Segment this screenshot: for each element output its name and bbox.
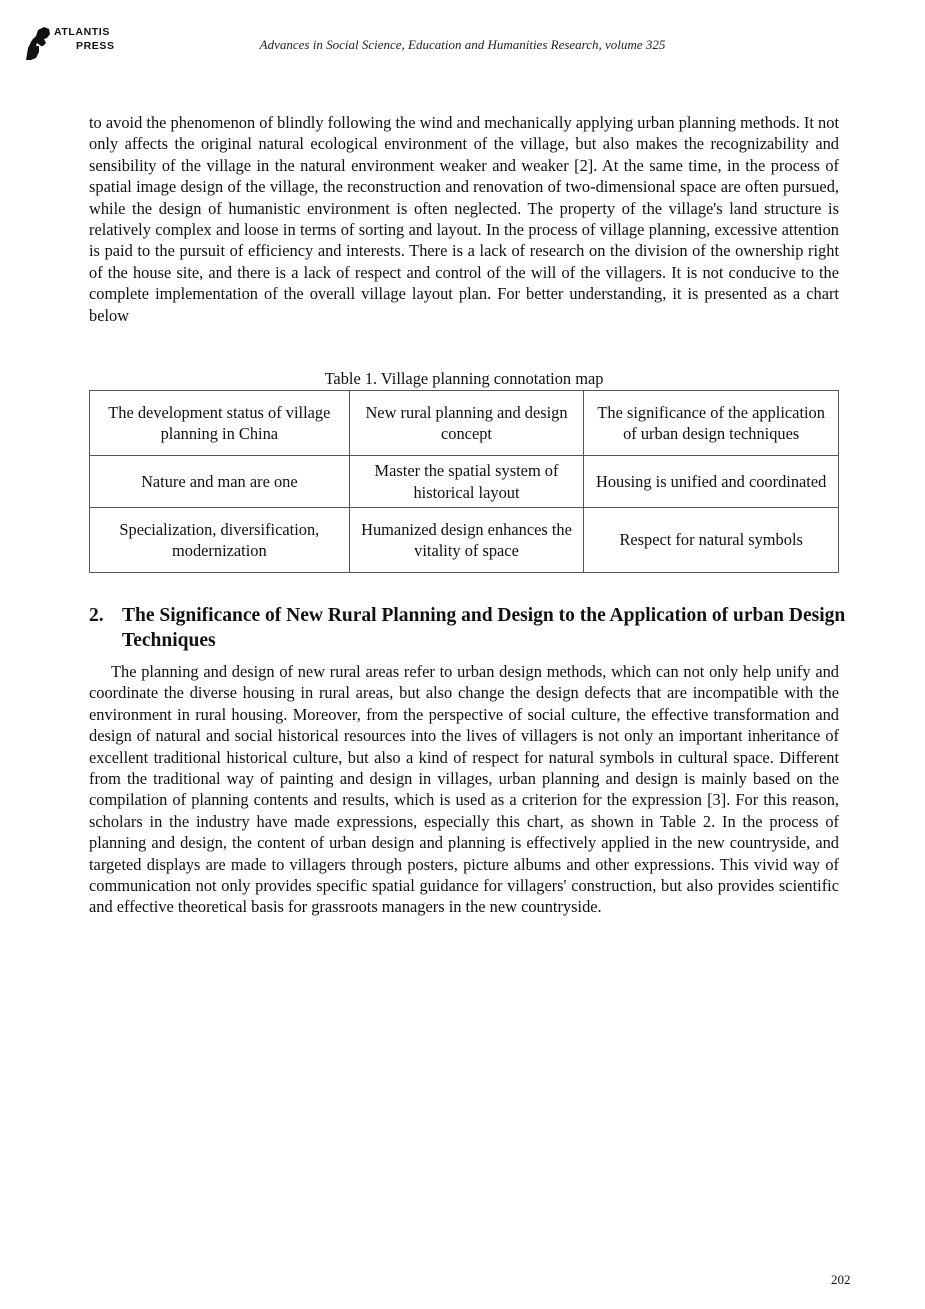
running-head: Advances in Social Science, Education and Humanities Research, volume 325 [259,37,666,52]
table-row [90,391,839,456]
logo-line-1: ATLANTIS [54,26,110,38]
table-cell: New rural planning and design concept [349,391,584,456]
table-row [90,508,839,573]
table-caption: Table 1. Village planning connotation map [324,369,604,388]
table-row [90,456,839,508]
section-number: 2. [89,605,104,626]
logo-line-2: PRESS [76,40,115,52]
table-cell: Housing is unified and coordinated [584,456,839,508]
table-cell: Respect for natural symbols [584,508,839,573]
table-cell: Master the spatial system of historical layout [349,456,584,508]
table-cell: The development status of village planning in China [90,391,350,456]
section-heading [89,603,849,653]
table-cell: Specialization, diversification, modernization [90,508,350,573]
village-planning-table [89,390,839,573]
section-title: The Significance of New Rural Planning and Design to the Application of urban Design Techniques [122,605,846,651]
body-paragraph-2: The planning and design of new rural areas refer to urban design methods, which can not only help unify and coordinate the diverse housing in rural areas, but also change the design defects that are incompatible with the environment in rural housing. Moreover, from the perspective of social culture, the effective transformation and design of natural and social historical resources into the lives of villagers is not only an important inheritance of excellent traditional historical culture, but also a kind of respect for natural symbols in cultural space. Different from the traditional way of painting and design in villages, urban planning and design is mainly based on the compilation of planning contents and results, which is used as a criterion for the expression [3]. For this reason, scholars in the industry have made expressions, especially this chart, as shown in Table 2. In the process of planning and design, the content of urban design and planning is effectively applied in the new countryside, and targeted displays are made to villagers through posters, picture albums and other expressions. This vivid way of communication not only provides specific spatial guidance for villagers' construction, but also provides scientific and effective theoretical basis for grassroots managers in the new countryside. [89,662,839,917]
table-cell: Humanized design enhances the vitality of space [349,508,584,573]
table-cell: Nature and man are one [90,456,350,508]
table-cell: The significance of the application of urban design techniques [584,391,839,456]
body-paragraph-1: to avoid the phenomenon of blindly following the wind and mechanically applying urban planning methods. It not only affects the original natural ecological environment of the village, but also makes the recognizability and sensibility of the village in the natural environment weaker and weaker [2]. At the same time, in the process of spatial image design of the village, the reconstruction and renovation of two-dimensional space are often pursued, while the design of humanistic environment is often neglected. The property of the village's land structure is relatively complex and loose in terms of sorting and layout. In the process of village planning, excessive attention is paid to the pursuit of efficiency and interests. There is a lack of research on the division of the ownership right of the house site, and there is a lack of respect and control of the will of the villagers. It is not conducive to the complete implementation of the overall village layout plan. For better understanding, it is presented as a chart below [89,113,839,325]
page-number: 202 [831,1272,851,1287]
